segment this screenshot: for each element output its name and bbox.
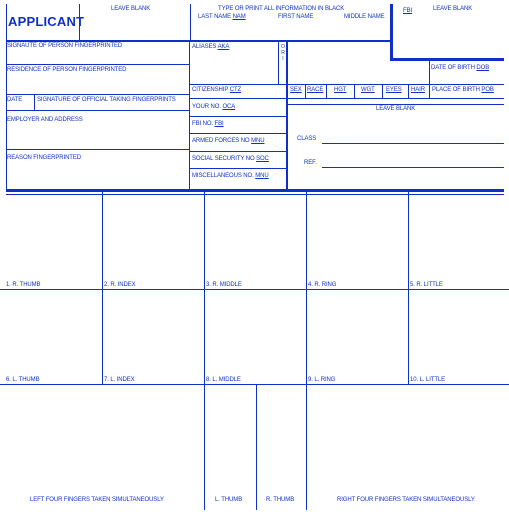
rule-descriptors-top [288, 84, 504, 85]
plain-l-thumb-label: L. THUMB [215, 497, 243, 503]
date-divider [34, 94, 35, 110]
rule-social-security [190, 168, 288, 169]
sex-label: SEX [290, 87, 302, 93]
employer-label: EMPLOYER AND ADDRESS [7, 117, 83, 123]
rule-employer [6, 149, 189, 150]
rule-citizenship [190, 98, 290, 99]
right-block-rule [390, 58, 504, 61]
header-divider [190, 4, 191, 40]
ori-label: O R I [281, 44, 285, 62]
grid-col-2 [204, 192, 205, 510]
first-name-label: FIRST NAME [278, 14, 314, 20]
middle-name-label: MIDDLE NAME [344, 14, 385, 20]
grid-row-2 [0, 384, 509, 385]
rule-aliases [190, 84, 290, 85]
aliases-label: ALIASES AKA [192, 44, 230, 50]
div-hgt [354, 84, 355, 98]
finger-label-l-ring: 9. L. RING [308, 377, 336, 383]
right-four-label: RIGHT FOUR FINGERS TAKEN SIMULTANEOUSLY [337, 497, 475, 503]
leave-blank-center: LEAVE BLANK [376, 106, 416, 112]
div-sex [305, 84, 306, 98]
grid-col-3 [306, 192, 307, 510]
finger-label-r-ring: 4. R. RING [308, 282, 337, 288]
left-four-label: LEFT FOUR FINGERS TAKEN SIMULTANEOUSLY [30, 497, 164, 503]
hgt-label: HGT [334, 87, 347, 93]
rule-descriptors-bottom [288, 98, 504, 99]
finger-label-r-middle: 3. R. MIDDLE [206, 282, 242, 288]
finger-label-r-index: 2. R. INDEX [104, 282, 136, 288]
instructions: TYPE OR PRINT ALL INFORMATION IN BLACK [218, 6, 345, 12]
citizenship-label: CITIZENSHIP CTZ [192, 87, 242, 93]
signature-official-label: SIGNATURE OF OFFICIAL TAKING FINGERPRINTS [37, 97, 176, 103]
finger-label-l-thumb: 6. L. THUMB [6, 377, 40, 383]
miscellaneous-label: MISCELLANEOUS NO. MNU [192, 173, 269, 179]
hair-label: HAIR [411, 87, 425, 93]
header-bottom-rule [6, 40, 391, 42]
plain-r-thumb-label: R. THUMB [266, 497, 295, 503]
signature-person-label: SIGNAUTE OF PERSON FINGERPRINTED [7, 43, 123, 49]
last-name-label: LAST NAME NAM [198, 14, 246, 20]
aliases-divider [278, 42, 279, 84]
class-line [322, 143, 504, 144]
rule-leave-blank [288, 104, 504, 105]
class-label: CLASS [297, 136, 317, 142]
reason-label: REASON FINGERPRINTED [7, 155, 82, 161]
your-no-label: YOUR NO. OCA [192, 104, 236, 110]
residence-label: RESIDENCE OF PERSON FINGERPRINTED [7, 67, 127, 73]
finger-label-l-index: 7. L. INDEX [104, 377, 135, 383]
social-security-label: SOCIAL SECURITY NO SOC [192, 156, 269, 162]
section-separator-thin [6, 194, 504, 195]
rule-fbi-no [190, 133, 288, 134]
grid-col-1 [102, 192, 103, 384]
dob-divider [429, 61, 430, 98]
leave-blank-right: LEAVE BLANK [433, 6, 473, 12]
finger-label-r-thumb: 1. R. THUMB [6, 282, 41, 288]
div-wgt [382, 84, 383, 98]
rule-armed-forces [190, 151, 288, 152]
rule-date [6, 110, 189, 111]
eyes-label: EYES [386, 87, 402, 93]
div-race [326, 84, 327, 98]
place-of-birth-label: PLACE OF BIRTH POB [432, 87, 494, 93]
grid-col-4 [408, 192, 409, 384]
div-eyes [408, 84, 409, 98]
thumb-divider [256, 384, 257, 510]
finger-label-l-middle: 8. L. MIDDLE [206, 377, 241, 383]
date-of-birth-label: DATE OF BIRTH DOB [431, 65, 490, 71]
race-label: RACE [307, 87, 324, 93]
wgt-label: WGT [361, 87, 375, 93]
finger-label-l-little: 10. L. LITTLE [410, 377, 446, 383]
fbi-no-label: FBI NO. FBI [192, 121, 224, 127]
date-label: DATE [7, 97, 23, 103]
leave-blank-left: LEAVE BLANK [111, 6, 151, 12]
armed-forces-label: ARMED FORCES NO MNU [192, 138, 265, 144]
ref-label: REF. [304, 160, 317, 166]
form-title: APPLICANT [8, 14, 85, 29]
ref-line [322, 167, 504, 168]
fbi-code: FBI [403, 8, 413, 14]
right-block-divider [390, 4, 393, 60]
finger-label-r-little: 5. R. LITTLE [410, 282, 443, 288]
section-separator [6, 189, 504, 192]
rule-signature [6, 64, 189, 65]
grid-row-1 [0, 289, 509, 290]
rule-your-no [190, 116, 288, 117]
